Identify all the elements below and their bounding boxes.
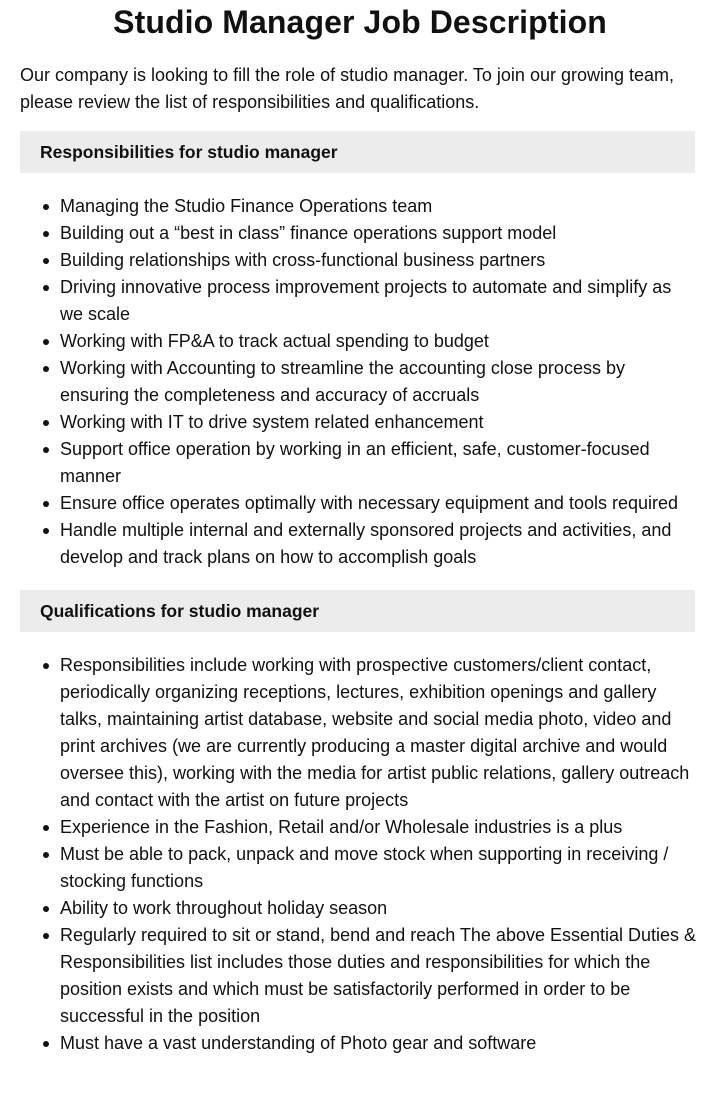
list-item: Working with IT to drive system related enhancement: [60, 409, 700, 436]
list-item: Building relationships with cross-functional business partners: [60, 247, 700, 274]
list-item: Experience in the Fashion, Retail and/or Wholesale industries is a plus: [60, 814, 700, 841]
list-item: Ensure office operates optimally with necessary equipment and tools required: [60, 490, 700, 517]
list-item: Must be able to pack, unpack and move stock when supporting in receiving / stocking functions: [60, 841, 700, 895]
list-item: Regularly required to sit or stand, bend and reach The above Essential Duties & Responsibilities list includes those duties and responsibilities for which the position exists and which must be satisfactorily performed in order to be successful in the position: [60, 922, 700, 1030]
responsibilities-heading: Responsibilities for studio manager: [20, 131, 695, 173]
list-item: Working with FP&A to track actual spending to budget: [60, 328, 700, 355]
responsibilities-list: [20, 193, 700, 571]
list-item: Building out a “best in class” finance operations support model: [60, 220, 700, 247]
qualifications-heading: Qualifications for studio manager: [20, 590, 695, 632]
list-item: Managing the Studio Finance Operations team: [60, 193, 700, 220]
page-title: Studio Manager Job Description: [113, 4, 607, 40]
list-item: Responsibilities include working with prospective customers/client contact, periodically organizing receptions, lectures, exhibition openings and gallery talks, maintaining artist database, website and social media photo, video and print archives (we are currently producing a master digital archive and would oversee this), working with the media for artist public relations, gallery outreach and contact with the artist on future projects: [60, 652, 700, 814]
list-item: Must have a vast understanding of Photo gear and software: [60, 1030, 700, 1057]
qualifications-list: [20, 652, 700, 1057]
intro-paragraph: Our company is looking to fill the role of studio manager. To join our growing team, please review the list of responsibilities and qualifications.: [20, 65, 675, 112]
list-item: Working with Accounting to streamline the accounting close process by ensuring the completeness and accuracy of accruals: [60, 355, 700, 409]
list-item: Support office operation by working in an efficient, safe, customer-focused manner: [60, 436, 700, 490]
list-item: Handle multiple internal and externally sponsored projects and activities, and develop and track plans on how to accomplish goals: [60, 517, 700, 571]
list-item: Driving innovative process improvement projects to automate and simplify as we scale: [60, 274, 700, 328]
list-item: Ability to work throughout holiday season: [60, 895, 700, 922]
